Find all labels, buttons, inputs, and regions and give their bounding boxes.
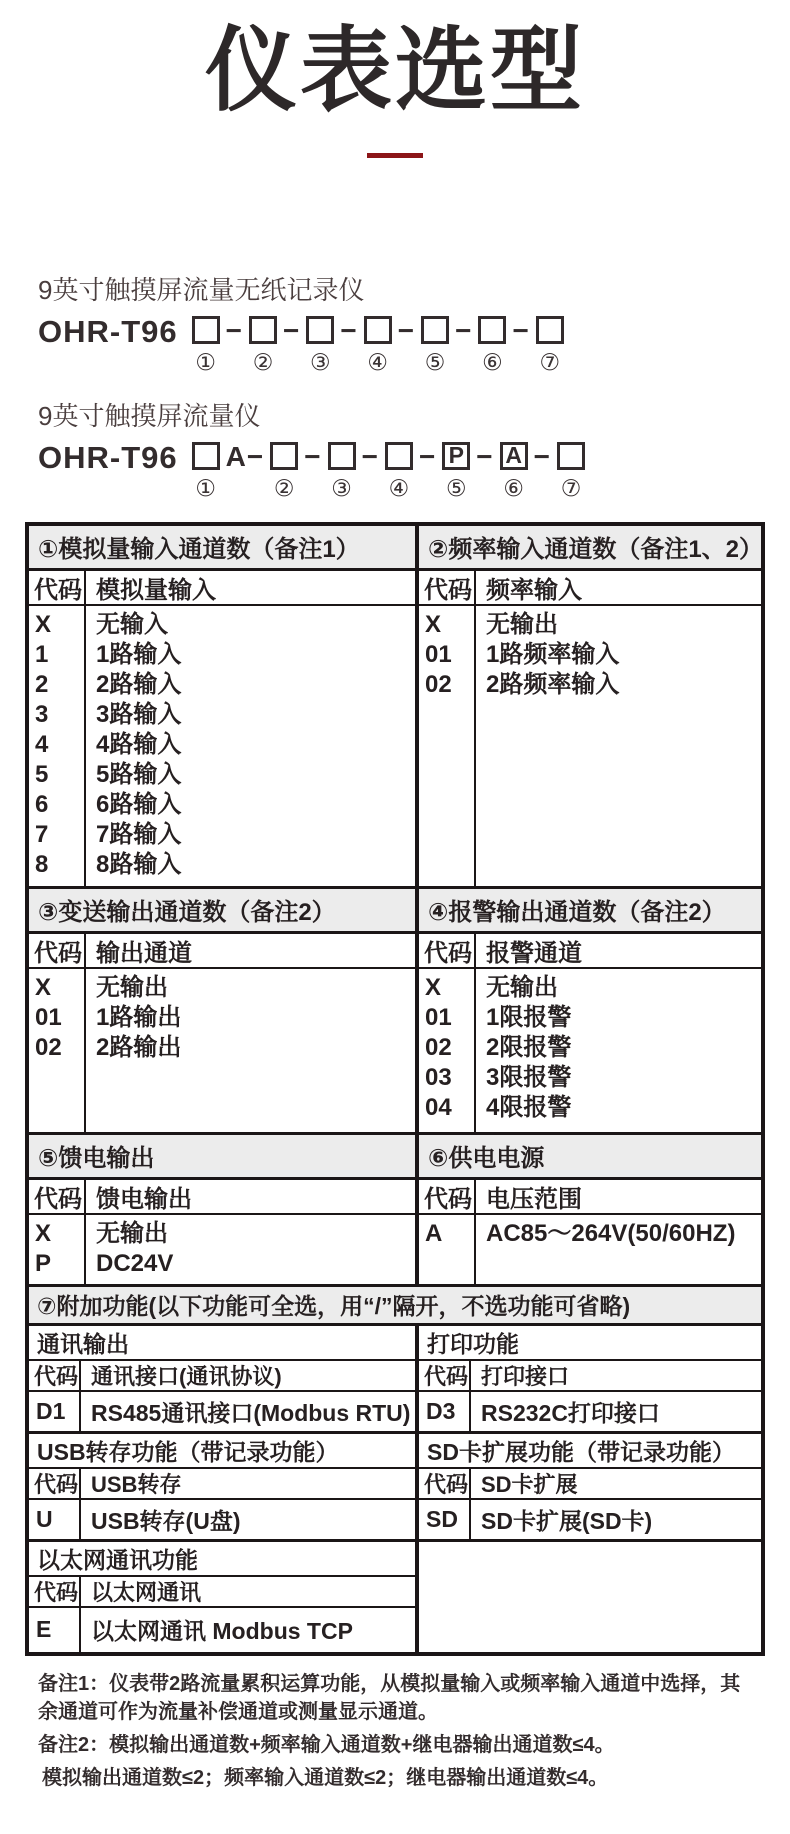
code-separator: −	[512, 314, 530, 346]
code-value: D1	[29, 1392, 81, 1431]
code-description: 2路输入	[96, 670, 182, 698]
table-row	[419, 1500, 761, 1539]
section-title: ④报警输出通道数（备注2）	[419, 889, 761, 934]
note-1: 备注1：仪表带2路流量累积运算功能，从模拟量输入或频率输入通道中选择，其余通道可作为流量补偿通道或测量显示通道。	[38, 1672, 741, 1723]
empty-cell	[419, 1542, 761, 1652]
code-value: 01	[425, 1003, 452, 1031]
code-separator: −	[533, 440, 552, 472]
section-analog-input	[29, 526, 419, 886]
code-description: RS232C打印接口	[481, 1399, 660, 1426]
code-separator: −	[225, 314, 243, 346]
code-value: 01	[35, 1003, 62, 1031]
section-title: ③变送输出通道数（备注2）	[29, 889, 415, 934]
code-value: X	[35, 1219, 52, 1247]
position-number-icon: ①	[195, 348, 216, 375]
code-separator: −	[418, 440, 437, 472]
subsection-title: SD卡扩展功能（带记录功能）	[419, 1434, 761, 1469]
subsection-rows	[29, 1500, 415, 1539]
model-recorder-code	[38, 313, 790, 375]
code-box	[192, 442, 220, 470]
desc-column-header: USB转存	[91, 1471, 182, 1497]
position-number-icon: ⑤	[424, 348, 446, 375]
code-description: 3路输入	[96, 700, 182, 728]
code-values	[29, 969, 86, 1132]
code-value: P	[35, 1249, 52, 1277]
code-separator: −	[476, 440, 494, 472]
code-values	[29, 1215, 86, 1284]
section-sd	[419, 1434, 761, 1539]
table-row	[29, 1500, 415, 1539]
code-box	[328, 442, 356, 470]
code-column-header: 代码	[29, 934, 86, 967]
code-value: 5	[35, 760, 49, 788]
code-description: 无输出	[486, 610, 558, 638]
subsection-title: 打印功能	[419, 1326, 761, 1361]
code-separator: −	[304, 440, 322, 472]
subsection-rows	[419, 1500, 761, 1539]
code-description: 无输出	[96, 973, 168, 1001]
column-header-row	[29, 1469, 415, 1500]
code-description: USB转存(U盘)	[91, 1507, 241, 1534]
section-title: ⑤馈电输出	[29, 1135, 415, 1180]
desc-column-header: 以太网通讯	[91, 1579, 202, 1605]
position-number-icon: ⑥	[503, 474, 524, 501]
model-code-segment	[277, 316, 334, 374]
desc-column-header: 模拟量输入	[96, 576, 216, 604]
code-separator: −	[397, 314, 416, 346]
band-feed-supply	[29, 1132, 761, 1284]
code-description: 4限报警	[486, 1093, 572, 1121]
code-box	[536, 316, 564, 344]
model-code-segment	[356, 442, 413, 500]
band-transmit-alarm	[29, 886, 761, 1132]
desc-column-header: 报警通道	[486, 939, 582, 967]
code-description: DC24V	[96, 1249, 174, 1277]
code-separator: −	[340, 314, 358, 346]
code-values	[29, 606, 86, 886]
code-value: D3	[419, 1392, 471, 1431]
model-block-recorder	[38, 270, 790, 374]
section-ethernet	[29, 1542, 419, 1652]
code-description: 1路输入	[96, 640, 182, 668]
subsection-rows	[419, 1392, 761, 1431]
subsection-title: 通讯输出	[29, 1326, 415, 1361]
section-title: ②频率输入通道数（备注1、2）	[419, 526, 761, 571]
desc-values	[86, 1215, 415, 1284]
model-diagrams	[38, 270, 790, 500]
code-description: 2路频率输入	[486, 670, 620, 698]
model-code-segment	[220, 442, 299, 500]
desc-column-header: 通讯接口(通讯协议)	[91, 1363, 282, 1389]
code-box	[192, 316, 220, 344]
desc-values	[476, 1215, 761, 1284]
code-description: 2路输出	[96, 1033, 182, 1061]
code-box: A	[500, 442, 528, 470]
position-number-icon: ⑤	[445, 474, 467, 501]
code-value: E	[29, 1608, 81, 1652]
code-description: 3限报警	[486, 1063, 572, 1091]
note-3: 模拟输出通道数≤2；频率输入通道数≤2；继电器输出通道数≤4。	[42, 1766, 609, 1789]
desc-column-header: 电压范围	[486, 1185, 582, 1213]
code-box	[421, 316, 449, 344]
code-box: P	[442, 442, 470, 470]
column-header-row	[419, 1469, 761, 1500]
column-header-row	[29, 571, 415, 606]
model-recorder-label: 9英寸触摸屏流量无纸记录仪	[38, 274, 365, 305]
position-number-icon: ⑥	[482, 348, 503, 375]
model-code-tokens	[180, 316, 564, 374]
desc-values	[476, 969, 761, 1132]
code-column-header: 代码	[29, 1469, 81, 1498]
code-value: A	[425, 1219, 443, 1247]
code-value: X	[35, 610, 52, 638]
code-value: X	[425, 610, 442, 638]
column-header-row	[29, 1180, 415, 1215]
position-number-icon: ②	[273, 474, 295, 501]
code-value: 02	[425, 670, 452, 698]
model-code-segment	[298, 442, 355, 500]
model-code-segment	[334, 316, 391, 374]
code-box	[306, 316, 334, 344]
code-box	[270, 442, 298, 470]
position-number-icon: ⑦	[539, 348, 561, 375]
desc-values	[476, 606, 761, 886]
code-value: 02	[425, 1033, 452, 1061]
section-extras-banner: ⑦附加功能(以下功能可全选，用“/”隔开，不选功能可省略)	[29, 1284, 761, 1326]
section-title: ⑥供电电源	[419, 1135, 761, 1180]
code-description: 1路输出	[96, 1003, 182, 1031]
model-block-flowmeter	[38, 396, 790, 500]
code-column-header: 代码	[29, 571, 86, 604]
section-title: ①模拟量输入通道数（备注1）	[29, 526, 415, 571]
code-column-header: 代码	[419, 1361, 471, 1390]
code-description: SD卡扩展(SD卡)	[481, 1507, 653, 1534]
code-description: 7路输入	[96, 820, 182, 848]
section-print	[419, 1326, 761, 1431]
desc-column-header: SD卡扩展	[481, 1471, 578, 1497]
model-code-segment	[180, 316, 220, 374]
position-number-icon: ②	[252, 348, 274, 375]
subsection-rows	[29, 1392, 415, 1431]
column-header-row	[29, 1361, 415, 1392]
column-header-row	[419, 934, 761, 969]
subsection-rows	[29, 1608, 415, 1652]
code-value: 02	[35, 1033, 62, 1061]
code-box	[385, 442, 413, 470]
model-flowmeter-code	[38, 439, 790, 501]
code-value: 03	[425, 1063, 452, 1091]
section-usb	[29, 1434, 419, 1539]
code-description: 无输入	[96, 610, 168, 638]
desc-column-header: 输出通道	[96, 939, 192, 967]
code-description: 1路频率输入	[486, 640, 620, 668]
code-column-header: 代码	[419, 571, 476, 604]
band-analog-freq	[29, 526, 764, 886]
column-header-row	[29, 1577, 415, 1608]
code-description: 8路输入	[96, 850, 182, 878]
model-code-segment	[449, 316, 506, 374]
position-number-icon: ③	[310, 348, 331, 375]
table-row	[29, 1392, 415, 1431]
code-column-header: 代码	[419, 1180, 476, 1213]
section-transmit-output	[29, 889, 419, 1132]
code-box	[364, 316, 392, 344]
section-freq-input	[419, 526, 764, 886]
model-code-segment	[220, 316, 277, 374]
model-code-segment	[180, 442, 220, 500]
position-number-icon: ⑦	[560, 474, 582, 501]
column-header-row	[419, 571, 761, 606]
code-value: SD	[419, 1500, 471, 1539]
model-code-segment	[506, 316, 563, 374]
code-description: 5路输入	[96, 760, 182, 788]
code-column-header: 代码	[29, 1180, 86, 1213]
desc-values	[86, 606, 415, 886]
code-column-header: 代码	[419, 934, 476, 967]
desc-values	[86, 969, 415, 1132]
position-number-icon: ①	[195, 474, 216, 501]
code-separator: −	[361, 440, 379, 472]
code-box	[557, 442, 585, 470]
column-header-row	[29, 934, 415, 969]
subsection-title: 以太网通讯功能	[29, 1542, 415, 1577]
code-value: 8	[35, 850, 49, 878]
model-code-tokens	[180, 442, 585, 500]
code-description: AC85～264V(50/60HZ)	[486, 1219, 736, 1247]
subsection-title: USB转存功能（带记录功能）	[29, 1434, 415, 1469]
code-value: X	[35, 973, 52, 1001]
code-value: 04	[425, 1093, 452, 1121]
code-value: 1	[35, 640, 49, 668]
code-column-header: 代码	[29, 1577, 81, 1606]
section-alarm-output	[419, 889, 761, 1132]
code-value: U	[29, 1500, 81, 1539]
model-code-segment	[392, 316, 449, 374]
code-value: X	[425, 973, 442, 1001]
code-column-header: 代码	[29, 1361, 81, 1390]
column-header-row	[419, 1180, 761, 1215]
band-ethernet	[29, 1542, 761, 1652]
desc-column-header: 馈电输出	[96, 1185, 192, 1213]
table-row	[419, 1392, 761, 1431]
code-description: 4路输入	[96, 730, 182, 758]
desc-column-header: 频率输入	[486, 576, 582, 604]
code-column-header: 代码	[419, 1469, 471, 1498]
title-underline-accent	[367, 153, 423, 158]
column-header-row	[419, 1361, 761, 1392]
section-power-supply	[419, 1135, 761, 1284]
section-comm-output	[29, 1326, 419, 1431]
model-prefix: OHR-T96	[38, 439, 178, 475]
selection-table	[25, 522, 765, 1656]
model-flowmeter-label: 9英寸触摸屏流量仪	[38, 400, 261, 431]
code-description: 无输出	[486, 973, 558, 1001]
position-number-icon: ③	[331, 474, 352, 501]
code-value: 01	[425, 640, 452, 668]
model-code-segment	[470, 442, 527, 500]
section-feed-output	[29, 1135, 419, 1284]
code-value: 2	[35, 670, 49, 698]
code-description: 1限报警	[486, 1003, 572, 1031]
position-number-icon: ④	[388, 474, 410, 501]
model-code-segment	[413, 442, 470, 500]
code-value: 3	[35, 700, 49, 728]
band-usb-sd	[29, 1434, 761, 1542]
code-value: 4	[35, 730, 49, 758]
code-value: 7	[35, 820, 49, 848]
code-description: 2限报警	[486, 1033, 572, 1061]
code-description: 6路输入	[96, 790, 182, 818]
desc-column-header: 打印接口	[481, 1363, 570, 1389]
band-comm-print	[29, 1326, 761, 1434]
code-box	[478, 316, 506, 344]
code-values	[419, 1215, 476, 1284]
code-values	[419, 606, 476, 886]
table-row	[29, 1608, 415, 1652]
footnotes	[38, 1670, 754, 1792]
position-number-icon: ④	[367, 348, 389, 375]
model-prefix: OHR-T96	[38, 313, 178, 349]
code-separator: A−	[225, 440, 265, 472]
model-code-segment	[528, 442, 585, 500]
code-separator: −	[283, 314, 301, 346]
code-description: 以太网通讯 Modbus TCP	[91, 1618, 353, 1645]
code-value: 6	[35, 790, 49, 818]
code-separator: −	[455, 314, 473, 346]
note-2: 备注2：模拟输出通道数+频率输入通道数+继电器输出通道数≤4。	[38, 1733, 615, 1756]
code-box	[249, 316, 277, 344]
page-title: 仪表选型	[204, 20, 585, 122]
code-values	[419, 969, 476, 1132]
code-description: RS485通讯接口(Modbus RTU)	[91, 1399, 411, 1426]
code-description: 无输出	[96, 1219, 168, 1247]
